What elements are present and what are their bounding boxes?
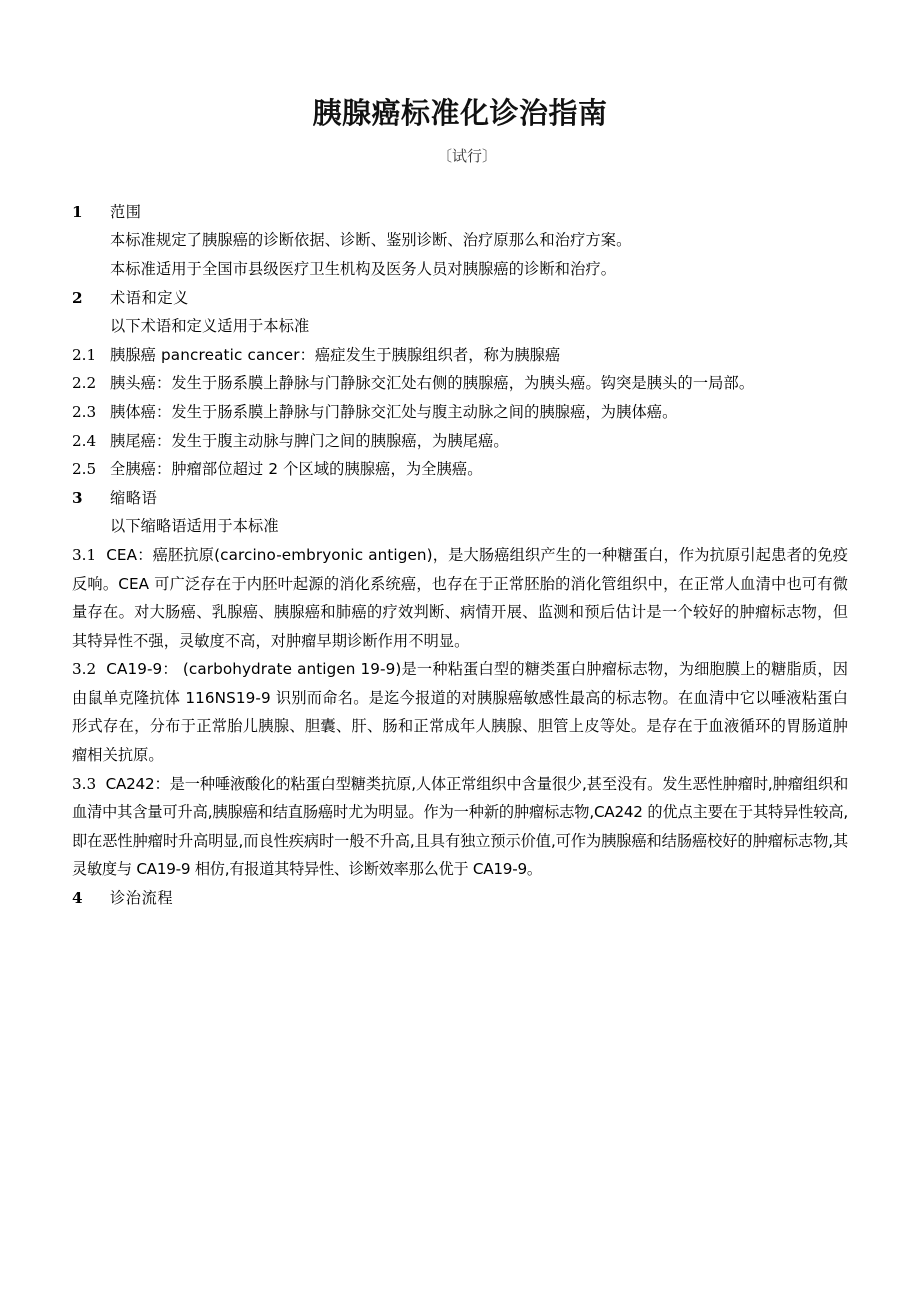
document-content [72, 0, 848, 913]
subsection-number: 2.4 [72, 431, 97, 450]
section-label: 缩略语 [110, 488, 158, 507]
paragraph-number: 3.3 [72, 774, 97, 793]
subsection-2-3 [72, 398, 848, 427]
section-heading-1 [72, 198, 848, 227]
section-number: 3 [72, 488, 83, 507]
section-3-line-1: 以下缩略语适用于本标准 [110, 517, 279, 536]
subsection-text: 胰体癌：发生于肠系膜上静脉与门静脉交汇处与腹主动脉之间的胰腺癌，为胰体癌。 [110, 402, 678, 421]
section-number: 4 [72, 889, 83, 908]
section-label: 术语和定义 [110, 288, 189, 307]
section-label: 范围 [110, 202, 142, 221]
subsection-2-4 [72, 427, 848, 456]
subsection-text: 全胰癌：肿瘤部位超过 2 个区域的胰腺癌，为全胰癌。 [110, 460, 483, 479]
paragraph-3-2 [72, 655, 848, 769]
page-subtitle: 〔试行〕 [436, 146, 497, 165]
subsection-number: 2.5 [72, 460, 97, 479]
subsection-number: 2.3 [72, 402, 97, 421]
subsection-2-2 [72, 369, 848, 398]
subsection-text: 胰腺癌 pancreatic cancer：癌症发生于胰腺组织者，称为胰腺癌 [110, 345, 561, 364]
paragraph-text: CEA：癌胚抗原(carcino-embryonic antigen)，是大肠癌组织产生的一种糖蛋白，作为抗原引起患者的免疫反响。CEA 可广泛存在于内胚叶起源的消化系统癌，也存在于正常胚胎的消化管组织中，在正常人血清中也可有微量存在。对大肠癌、乳腺癌、胰腺癌和肺癌的疗效判断、病情开展、监测和预后估计是一个较好的肿瘤标志物，但其特异性不强，灵敏度不高，对肿瘤早期诊断作用不明显。 [72, 545, 849, 650]
document-body [72, 165, 848, 913]
section-2-line-1: 以下术语和定义适用于本标准 [110, 317, 310, 336]
section-1-line-2: 本标准适用于全国市县级医疗卫生机构及医务人员对胰腺癌的诊断和治疗。 [110, 259, 617, 278]
paragraph-number: 3.1 [72, 545, 97, 564]
section-number: 1 [72, 202, 83, 221]
subsection-2-5 [72, 455, 848, 484]
section-1-line-1: 本标准规定了胰腺癌的诊断依据、诊断、鉴别诊断、治疗原那么和治疗方案。 [110, 231, 632, 250]
paragraph-3-3 [72, 770, 848, 884]
paragraph-number: 3.2 [72, 660, 97, 679]
subsection-number: 2.1 [72, 345, 97, 364]
paragraph-text: CA19-9： (carbohydrate antigen 19-9)是一种粘蛋白型的糖类蛋白肿瘤标志物，为细胞膜上的糖脂质，因由鼠单克隆抗体 116NS19-9 识别而命名。是迄今报道的对胰腺癌敏感性最高的标志物。在血清中它以唾液粘蛋白形式存在，分布于正常胎儿胰腺、胆囊、肝、肠和正常成年人胰腺、胆管上皮等处。是存在于血液循环的胃肠道肿瘤相关抗原。 [72, 660, 849, 765]
section-heading-2 [72, 284, 848, 313]
section-heading-4 [72, 884, 848, 913]
subsection-text: 胰尾癌：发生于腹主动脉与脾门之间的胰腺癌，为胰尾癌。 [110, 431, 509, 450]
paragraph-3-1 [72, 541, 848, 655]
section-number: 2 [72, 288, 83, 307]
subsection-text: 胰头癌：发生于肠系膜上静脉与门静脉交汇处右侧的胰腺癌，为胰头癌。钩突是胰头的一局部。 [110, 374, 755, 393]
section-label: 诊治流程 [110, 889, 174, 908]
paragraph-text: CA242：是一种唾液酸化的粘蛋白型糖类抗原,人体正常组织中含量很少,甚至没有。发生恶性肿瘤时,肿瘤组织和血清中其含量可升高,胰腺癌和结直肠癌时尤为明显。作为一种新的肿瘤标志物,CA242 的优点主要在于其特异性较高,即在恶性肿瘤时升高明显,而良性疾病时一般不升高,且具有独立预示价值,可作为胰腺癌和结肠癌校好的肿瘤标志物,其灵敏度与 CA19-9 相仿,有报道其特异性、诊断效率那么优于 CA19-9。 [72, 774, 849, 879]
page-title: 胰腺癌标准化诊治指南 [312, 96, 608, 130]
subsection-number: 2.2 [72, 374, 97, 393]
section-heading-3 [72, 484, 848, 513]
subsection-2-1 [72, 341, 848, 370]
